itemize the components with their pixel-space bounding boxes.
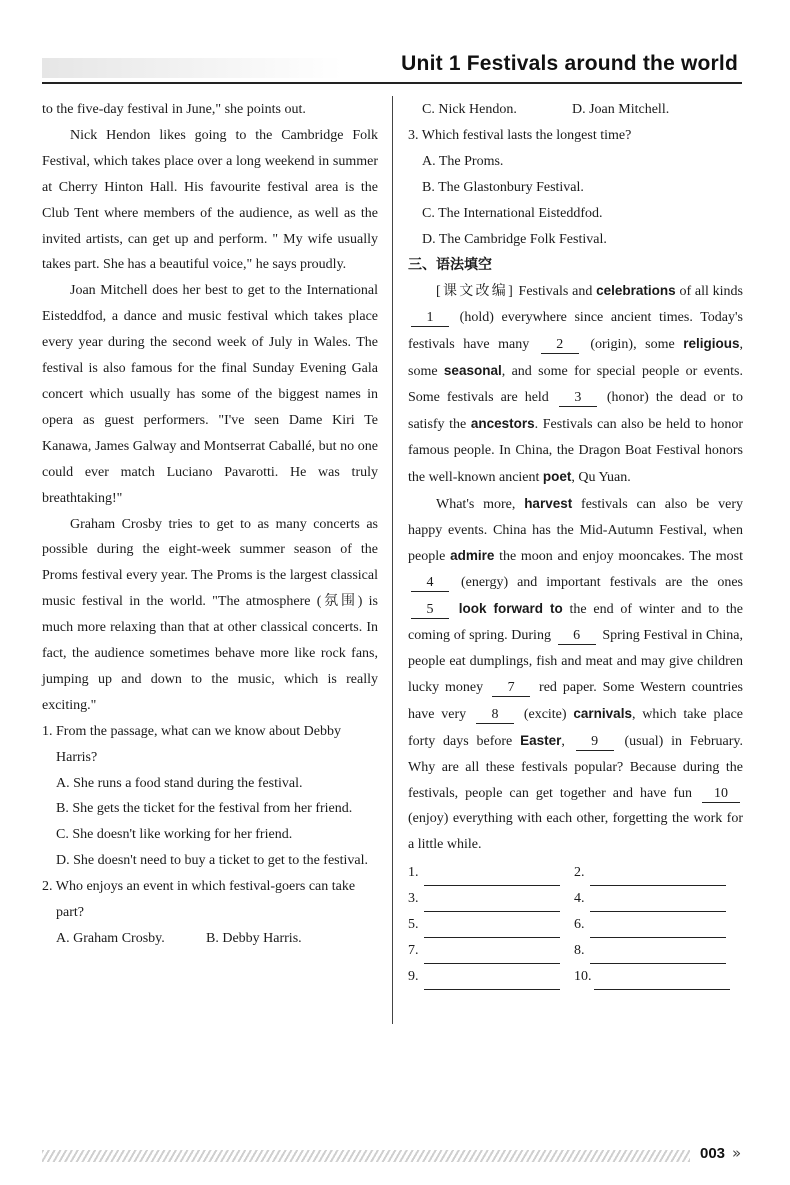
keyword: celebrations bbox=[596, 283, 676, 299]
passage-paragraph: Nick Hendon likes going to the Cambridge Folk Festival, which takes place over a long weekend in summer at Cherry Hinton Hall. His favourite festival area is the Club Tent where members of the audience, as well as the invited artists, can get up and perform. " My wife usually takes part. She has a beautiful voice," he says proudly. bbox=[42, 127, 378, 273]
answer-number: 7. bbox=[408, 943, 419, 959]
cloze-paragraph-2 bbox=[408, 491, 743, 859]
answer-number: 9. bbox=[408, 969, 419, 985]
q2-option-a: A. Graham Crosby. bbox=[56, 931, 165, 946]
text: , and some for special people or events. Some festivals are held bbox=[408, 364, 743, 405]
text: of all kinds bbox=[675, 284, 744, 300]
text: (honor) the dead or to satisfy the bbox=[408, 389, 743, 432]
text: (excite) bbox=[516, 706, 574, 722]
answer-line[interactable] bbox=[424, 919, 560, 938]
answer-number: 3. bbox=[408, 891, 419, 907]
keyword: carnivals bbox=[573, 705, 632, 721]
answer-line[interactable] bbox=[590, 945, 726, 964]
blank-4: 4 bbox=[411, 574, 449, 592]
blank-6: 6 bbox=[558, 627, 596, 645]
answer-line[interactable] bbox=[424, 971, 560, 990]
answer-number: 6. bbox=[574, 917, 585, 933]
answer-slot-7 bbox=[408, 938, 574, 964]
text: the end of winter and to the coming of spring. During bbox=[408, 602, 744, 644]
answer-number: 2. bbox=[574, 865, 585, 881]
answer-row bbox=[408, 938, 743, 964]
unit-title: Unit 1 Festivals around the world bbox=[401, 52, 738, 75]
answer-number: 5. bbox=[408, 917, 419, 933]
answer-line[interactable] bbox=[590, 893, 726, 912]
text: What's more, bbox=[436, 496, 525, 512]
text: . Festivals can also be held to honor famous people. In China, the Dragon Boat Festival honors the well-known ancient bbox=[408, 416, 743, 485]
text: Spring Festival in China, people eat dumplings, fish and meat and may give children lucky money bbox=[408, 628, 743, 695]
blank-5: 5 bbox=[411, 601, 449, 619]
answer-slot-8 bbox=[574, 938, 740, 964]
text: , some bbox=[408, 337, 743, 380]
answer-row bbox=[408, 912, 743, 938]
footer-stripe bbox=[42, 1150, 690, 1162]
q1-option-b: B. She gets the ticket for the festival from her friend. bbox=[56, 801, 353, 817]
blank-3: 3 bbox=[559, 389, 597, 407]
column-divider bbox=[392, 96, 393, 1024]
keyword: harvest bbox=[524, 495, 573, 511]
text: festivals can also be very happy events. China has the Mid-Autumn Festival, when people bbox=[408, 496, 743, 565]
q2-option-d: D. Joan Mitchell. bbox=[572, 102, 670, 117]
answer-row bbox=[408, 964, 743, 990]
blank-10: 10 bbox=[702, 785, 740, 803]
q1-option-a: A. She runs a food stand during the festival. bbox=[56, 775, 303, 791]
answer-number: 10. bbox=[574, 969, 592, 985]
answer-line[interactable] bbox=[424, 867, 560, 886]
answer-row bbox=[408, 886, 743, 912]
header-rule bbox=[42, 82, 742, 84]
answer-slot-6 bbox=[574, 912, 740, 938]
answer-slot-4 bbox=[574, 886, 740, 912]
passage-paragraph: Graham Crosby tries to get to as many concerts as possible during the eight-week summer season of the Proms festival every year. The Proms is the largest classical music festival in the world. "The atmosphere (氛围) is much more relaxing than that at other classical concerts. In fact, the audience sometimes behave more like rock fans, jumping up and down to the music, which is really exciting." bbox=[42, 516, 378, 713]
passage-paragraph: to the five-day festival in June," she points out. bbox=[42, 102, 306, 117]
answer-line[interactable] bbox=[590, 919, 726, 938]
text: Festivals and bbox=[514, 284, 597, 300]
section-title: 三、语法填空 bbox=[408, 256, 492, 273]
answer-line[interactable] bbox=[590, 867, 726, 886]
keyword: look forward to bbox=[458, 601, 563, 617]
q2-option-b: B. Debby Harris. bbox=[206, 931, 302, 946]
answer-row bbox=[408, 860, 743, 886]
blank-8: 8 bbox=[476, 706, 514, 724]
page-number: 003 bbox=[700, 1145, 726, 1162]
passage-paragraph: Joan Mitchell does her best to get to the International Eisteddfod, a dance and music festival which takes place every year during the second week of July in Wales. The festival is also famous for the final Sunday Evening Gala concert which usually has some of the biggest names in opera as guest performers. "I've seen Dame Kiri Te Kanawa, James Galway and Montserrat Caballé, but no one could ever match Luciano Pavarotti. He was truly breathtaking!" bbox=[42, 283, 378, 506]
answer-line[interactable] bbox=[424, 945, 560, 964]
text: (hold) everywhere since ancient times. Today's festivals have many bbox=[408, 310, 743, 353]
answer-number: 1. bbox=[408, 865, 419, 881]
cloze-paragraph-1 bbox=[408, 278, 743, 490]
answer-slot-10 bbox=[574, 964, 740, 990]
left-column bbox=[42, 97, 378, 952]
text: , bbox=[561, 733, 573, 749]
answer-slot-9 bbox=[408, 964, 574, 990]
answer-line[interactable] bbox=[424, 893, 560, 912]
keyword: poet bbox=[542, 468, 572, 484]
q3-option-b: B. The Glastonbury Festival. bbox=[422, 179, 584, 195]
text: , which take place forty days before bbox=[408, 706, 744, 749]
blank-1: 1 bbox=[411, 309, 449, 327]
answer-slot-5 bbox=[408, 912, 574, 938]
text: (usual) in February. Why are all these festivals popular? Because during the festivals, people can get together and have fun bbox=[408, 733, 743, 801]
question-3: 3. Which festival lasts the longest time? bbox=[408, 127, 632, 143]
text: (energy) and important festivals are the ones bbox=[452, 575, 743, 591]
q1-option-d: D. She doesn't need to buy a ticket to get to the festival. bbox=[56, 853, 369, 869]
question-2: 2. Who enjoys an event in which festival-goers can take part? bbox=[42, 879, 356, 921]
blank-9: 9 bbox=[576, 733, 614, 751]
q2-options-row-cont bbox=[408, 97, 743, 123]
text: , Qu Yuan. bbox=[571, 469, 631, 485]
text: red paper. Some Western countries have very bbox=[408, 679, 743, 722]
q2-option-c: C. Nick Hendon. bbox=[422, 102, 517, 117]
answer-number: 4. bbox=[574, 891, 585, 907]
text: (origin), some bbox=[581, 337, 684, 353]
answer-line[interactable] bbox=[594, 971, 730, 990]
chevron-right-icon: » bbox=[732, 1144, 742, 1162]
question-1: 1. From the passage, what can we know about Debby Harris? bbox=[42, 723, 341, 765]
answer-lines bbox=[408, 860, 743, 990]
right-column bbox=[408, 97, 743, 990]
header-decoration bbox=[42, 58, 342, 78]
text: (enjoy) everything with each other, forgetting the work for a little while. bbox=[408, 811, 743, 853]
keyword: admire bbox=[450, 548, 495, 564]
source-tag: [课文改编] bbox=[436, 284, 515, 300]
keyword: ancestors bbox=[470, 415, 535, 431]
answer-slot-2 bbox=[574, 860, 740, 886]
q1-option-c: C. She doesn't like working for her friend. bbox=[56, 827, 293, 843]
keyword: religious bbox=[683, 336, 740, 352]
answer-slot-3 bbox=[408, 886, 574, 912]
blank-2: 2 bbox=[541, 336, 579, 354]
q3-option-d: D. The Cambridge Folk Festival. bbox=[422, 231, 607, 247]
q3-option-c: C. The International Eisteddfod. bbox=[422, 205, 603, 221]
answer-number: 8. bbox=[574, 943, 585, 959]
answer-slot-1 bbox=[408, 860, 574, 886]
keyword: Easter bbox=[520, 732, 562, 748]
q3-option-a: A. The Proms. bbox=[422, 153, 504, 169]
q2-options-row bbox=[42, 926, 378, 952]
text: the moon and enjoy mooncakes. The most bbox=[494, 549, 744, 565]
keyword: seasonal bbox=[443, 363, 502, 379]
blank-7: 7 bbox=[492, 679, 530, 697]
